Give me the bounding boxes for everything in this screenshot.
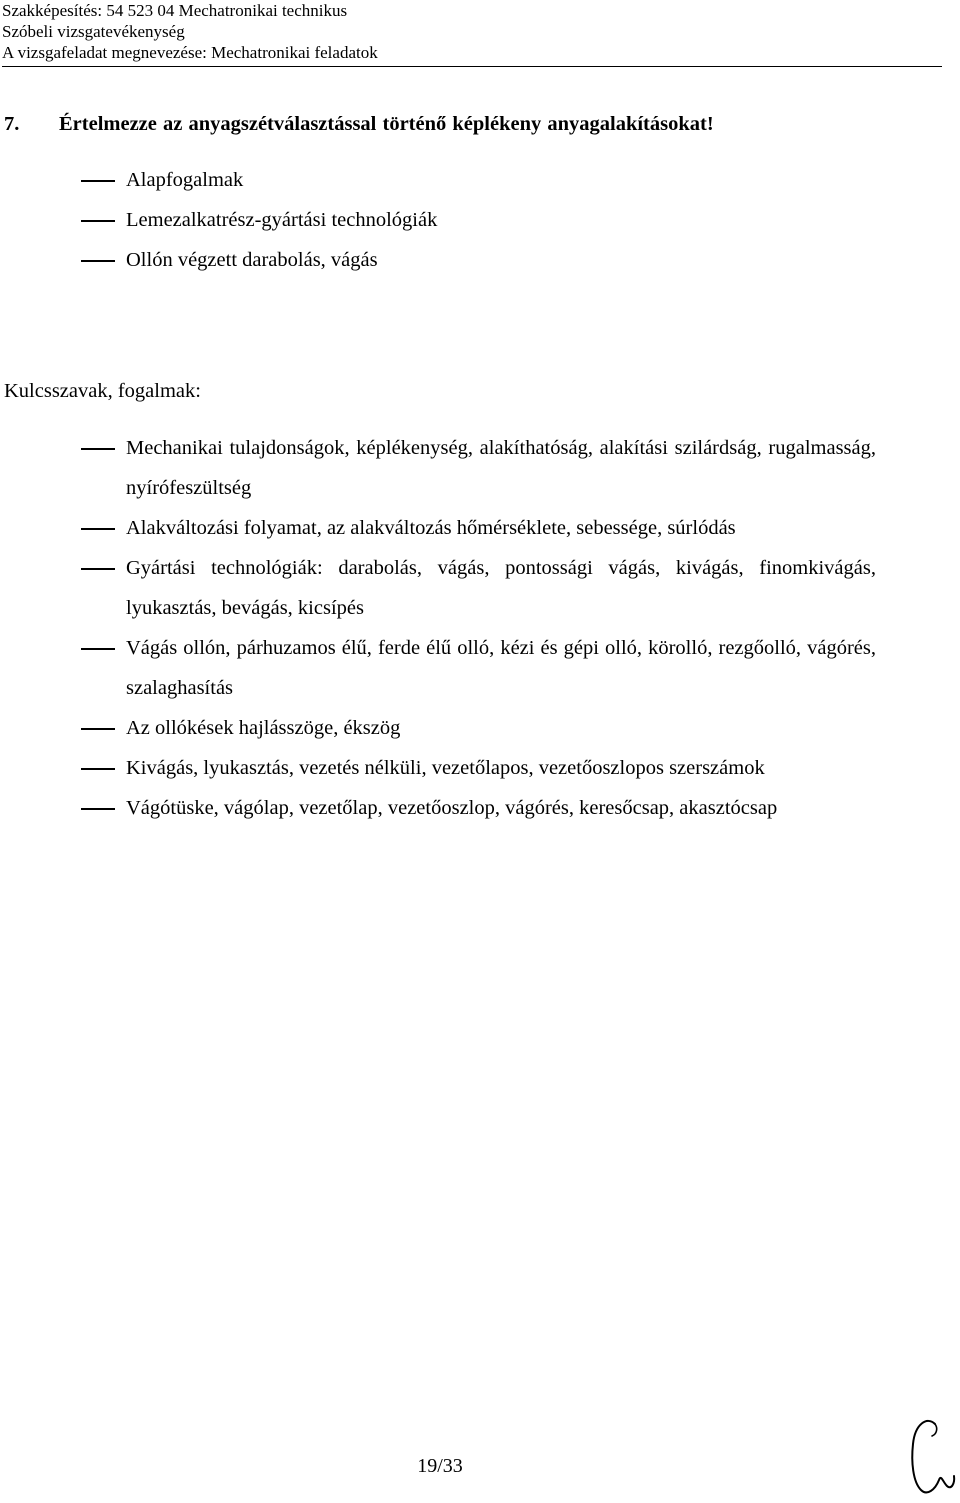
keywords-heading: Kulcsszavak, fogalmak: [4, 380, 201, 402]
list-item [0, 748, 876, 788]
keyword-text: Kivágás, lyukasztás, vezetés nélküli, vezetőlapos, vezetőoszlopos szerszámok [126, 757, 765, 779]
list-item [0, 240, 437, 280]
keyword-text: Gyártási technológiák: darabolás, vágás, pontossági vágás, kivágás, finomkivágás, lyukasztás, bevágás, kicsípés [126, 557, 876, 619]
list-item [0, 628, 876, 708]
dash-bullet-icon [81, 548, 115, 588]
topic-text: Alapfogalmak [126, 169, 244, 191]
page-header [2, 0, 942, 67]
keyword-text: Az ollókések hajlásszöge, ékszög [126, 717, 401, 739]
header-qualification: Szakképesítés: 54 523 04 Mechatronikai technikus [2, 1, 348, 20]
dash-bullet-icon [81, 748, 115, 788]
keyword-list [0, 428, 960, 828]
list-item [0, 160, 437, 200]
list-item [0, 200, 437, 240]
dash-bullet-icon [81, 200, 115, 240]
dash-bullet-icon [81, 240, 115, 280]
question-title [4, 113, 714, 136]
dash-bullet-icon [81, 788, 115, 828]
list-item [0, 708, 876, 748]
question-number: 7. [4, 113, 20, 135]
dash-bullet-icon [81, 708, 115, 748]
header-exam-activity: Szóbeli vizsgatevékenység [2, 22, 185, 41]
topic-text: Ollón végzett darabolás, vágás [126, 249, 378, 271]
handwritten-initial-icon [905, 1410, 957, 1500]
topic-text: Lemezalkatrész-gyártási technológiák [126, 209, 438, 231]
dash-bullet-icon [81, 508, 115, 548]
page-number: 19/33 [417, 1455, 463, 1477]
dash-bullet-icon [81, 160, 115, 200]
question-text: Értelmezze az anyagszétválasztással történő képlékeny anyagalakításokat! [59, 113, 714, 135]
list-item [0, 548, 876, 628]
keyword-text: Mechanikai tulajdonságok, képlékenység, alakíthatóság, alakítási szilárdság, rugalmasság, nyírófeszültség [126, 437, 876, 499]
keyword-text: Vágótüske, vágólap, vezetőlap, vezetőoszlop, vágórés, keresőcsap, akasztócsap [126, 797, 778, 819]
topic-list [0, 160, 437, 280]
keyword-text: Alakváltozási folyamat, az alakváltozás hőmérséklete, sebessége, súrlódás [126, 517, 736, 539]
dash-bullet-icon [81, 428, 115, 468]
keyword-text: Vágás ollón, párhuzamos élű, ferde élű olló, kézi és gépi olló, körolló, rezgőolló, vágórés, szalaghasítás [126, 637, 876, 699]
list-item [0, 508, 876, 548]
list-item [0, 788, 876, 828]
dash-bullet-icon [81, 628, 115, 668]
header-task-name: A vizsgafeladat megnevezése: Mechatronikai feladatok [2, 43, 378, 62]
list-item [0, 428, 876, 508]
